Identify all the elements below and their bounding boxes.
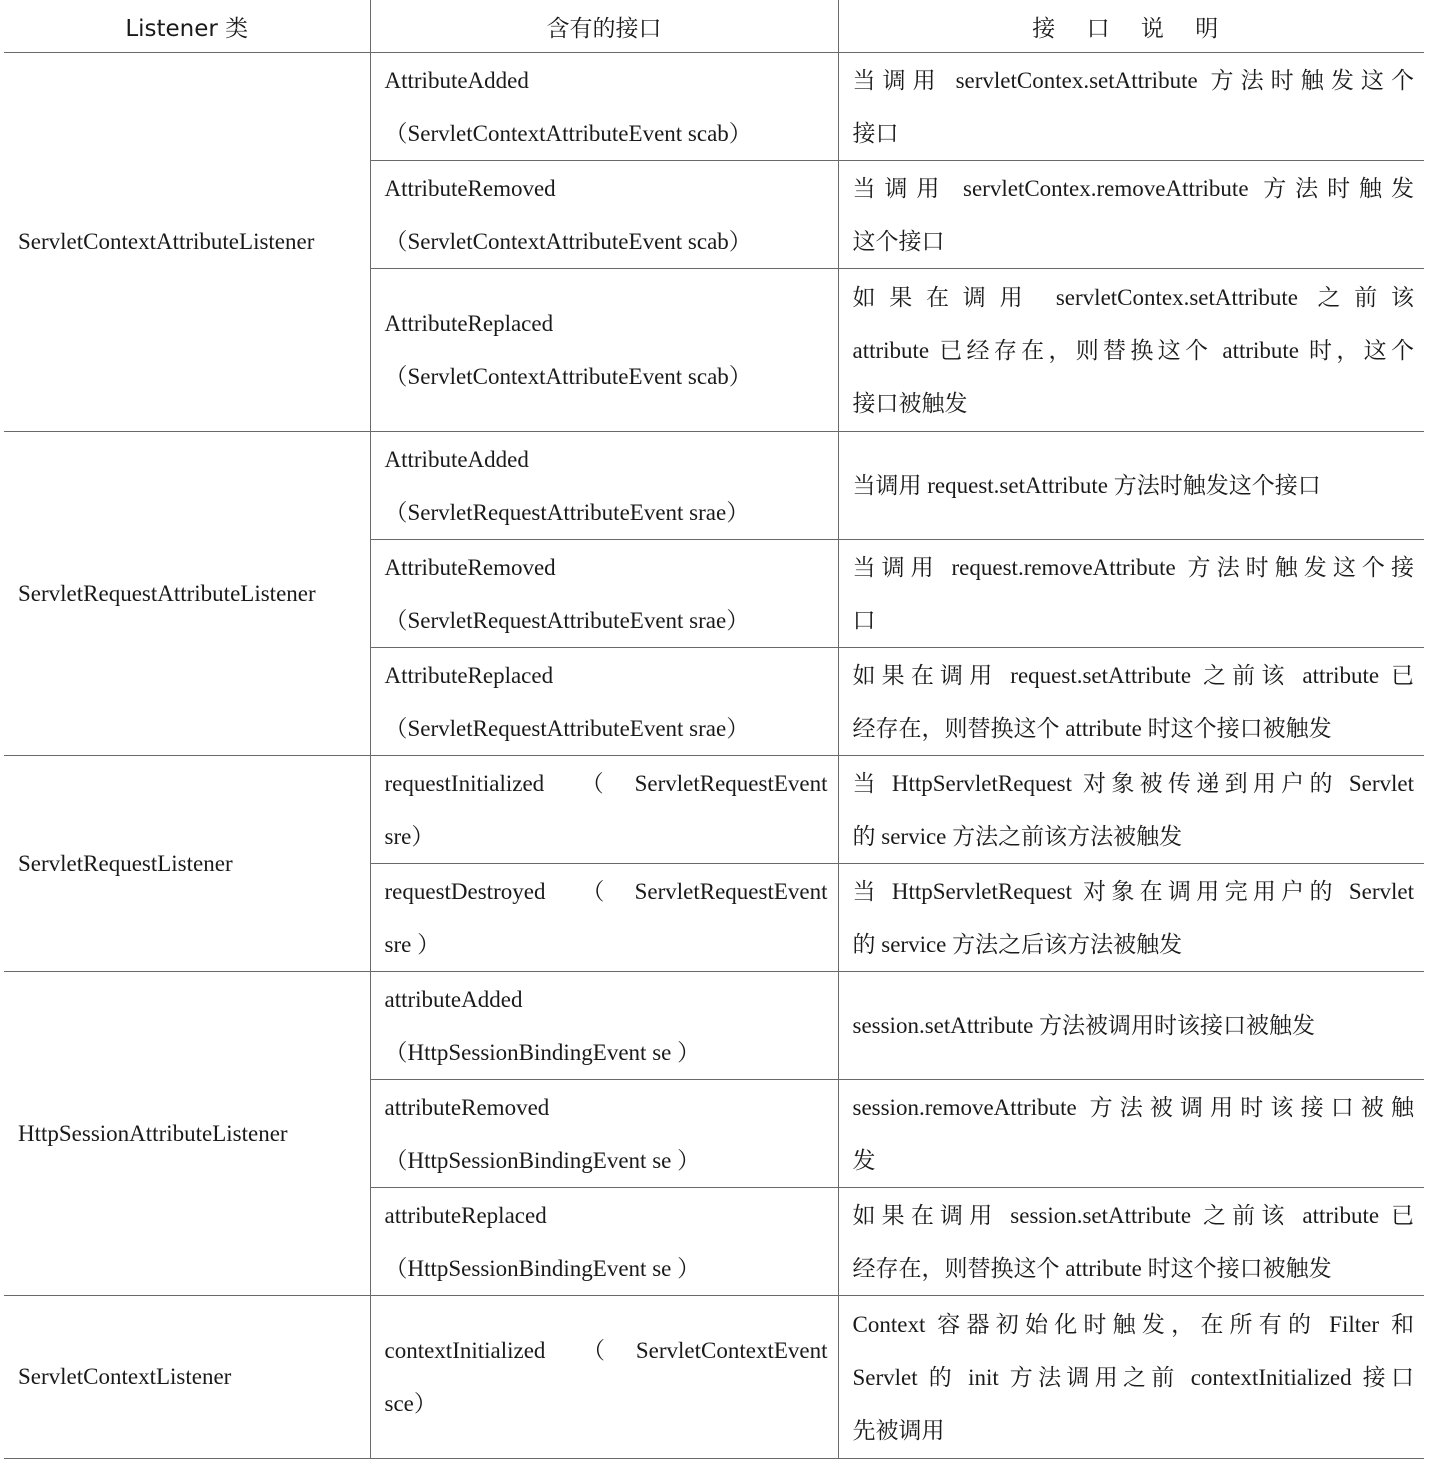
table-row: [4, 972, 1424, 1080]
description-cell: [838, 648, 1424, 756]
description-line: Context 容器初始化时触发，在所有的 Filter 和: [852, 1311, 1414, 1337]
table-body: [4, 53, 1424, 1459]
interface-line: AttributeReplaced: [384, 311, 554, 336]
listener-class-cell: ServletContextAttributeListener: [4, 53, 370, 432]
description-line: 接口: [852, 120, 899, 146]
table-row: [4, 756, 1424, 864]
description-line: 当调用 request.setAttribute 方法时触发这个接口: [852, 473, 1321, 498]
description-cell: [838, 972, 1424, 1080]
interface-cell: [370, 432, 838, 540]
interface-line: attributeReplaced: [384, 1202, 547, 1228]
interface-line: attributeAdded: [384, 986, 523, 1012]
listener-class-cell: HttpSessionAttributeListener: [4, 972, 370, 1296]
header-listener-class: Listener 类: [4, 0, 370, 53]
description-cell: [838, 53, 1424, 161]
interface-line: AttributeRemoved: [384, 175, 556, 201]
interface-line: sce）: [384, 1391, 437, 1416]
interface-line: attributeRemoved: [384, 1094, 550, 1120]
interface-line: AttributeRemoved: [384, 554, 556, 580]
interface-cell: [370, 161, 838, 269]
interface-line: （HttpSessionBindingEvent se ）: [384, 1039, 701, 1065]
interface-cell: [370, 53, 838, 161]
description-line: 的 service 方法之前该方法被触发: [852, 823, 1183, 849]
description-line: 发: [852, 1147, 876, 1173]
description-line: 口: [852, 607, 876, 633]
description-line: 如果在调用 request.setAttribute 之前该 attribute 已: [852, 662, 1414, 688]
description-cell: [838, 540, 1424, 648]
description-cell: [838, 1188, 1424, 1296]
description-line: 经存在，则替换这个 attribute 时这个接口被触发: [852, 1255, 1332, 1281]
interface-cell: [370, 1080, 838, 1188]
interface-line: （ServletRequestAttributeEvent srae）: [384, 607, 750, 633]
table-row: [4, 1296, 1424, 1459]
table-row: [4, 53, 1424, 161]
interface-cell: [370, 1296, 838, 1459]
listener-interface-table: [4, 0, 1424, 1459]
description-line: Servlet 的 init 方法调用之前 contextInitialized 接口: [852, 1364, 1414, 1390]
description-line: session.setAttribute 方法被调用时该接口被触发: [852, 1013, 1316, 1038]
table-header-row: [4, 0, 1424, 53]
description-cell: [838, 1080, 1424, 1188]
listener-class-cell: ServletContextListener: [4, 1296, 370, 1459]
interface-line: （ServletContextAttributeEvent scab）: [384, 228, 752, 254]
description-line: 经存在，则替换这个 attribute 时这个接口被触发: [852, 715, 1332, 741]
interface-cell: [370, 269, 838, 432]
description-line: 当调用 servletContex.setAttribute 方法时触发这个: [852, 67, 1414, 93]
header-interfaces: 含有的接口: [370, 0, 838, 53]
description-line: 如果在调用 session.setAttribute 之前该 attribute 已: [852, 1202, 1414, 1228]
description-line: 的 service 方法之后该方法被触发: [852, 931, 1183, 957]
description-cell: [838, 864, 1424, 972]
interface-line: （HttpSessionBindingEvent se ）: [384, 1255, 701, 1281]
interface-line: AttributeReplaced: [384, 662, 554, 688]
interface-line: （ServletRequestAttributeEvent srae）: [384, 715, 750, 741]
description-cell: [838, 432, 1424, 540]
description-line: 当调用 request.removeAttribute 方法时触发这个接: [852, 554, 1414, 580]
interface-cell: [370, 648, 838, 756]
interface-cell: [370, 864, 838, 972]
interface-cell: [370, 972, 838, 1080]
description-cell: [838, 756, 1424, 864]
header-interface-description: 接 口 说 明: [838, 0, 1424, 53]
description-cell: [838, 269, 1424, 432]
interface-line: sre ）: [384, 931, 441, 957]
interface-cell: [370, 756, 838, 864]
interface-line: （HttpSessionBindingEvent se ）: [384, 1147, 701, 1173]
interface-cell: [370, 540, 838, 648]
interface-line: （ServletRequestAttributeEvent srae）: [384, 499, 750, 525]
description-line: 当 HttpServletRequest 对象被传递到用户的 Servlet: [852, 770, 1414, 796]
table-row: [4, 432, 1424, 540]
description-line: 如果在调用 servletContex.setAttribute 之前该: [852, 284, 1414, 310]
description-line: session.removeAttribute 方法被调用时该接口被触: [852, 1094, 1414, 1120]
interface-line: requestInitialized （ServletRequestEvent: [384, 770, 828, 796]
listener-class-cell: ServletRequestAttributeListener: [4, 432, 370, 756]
description-line: 先被调用: [852, 1417, 945, 1443]
description-line: attribute 已经存在，则替换这个 attribute 时，这个: [852, 337, 1414, 363]
description-cell: [838, 161, 1424, 269]
interface-line: AttributeAdded: [384, 67, 529, 93]
description-line: 当 HttpServletRequest 对象在调用完用户的 Servlet: [852, 878, 1414, 904]
interface-line: （ServletContextAttributeEvent scab）: [384, 120, 752, 146]
interface-line: AttributeAdded: [384, 446, 529, 472]
listener-class-cell: ServletRequestListener: [4, 756, 370, 972]
interface-cell: [370, 1188, 838, 1296]
description-line: 当调用 servletContex.removeAttribute 方法时触发: [852, 175, 1414, 201]
description-cell: [838, 1296, 1424, 1459]
interface-line: sre）: [384, 823, 435, 849]
description-line: 接口被触发: [852, 390, 968, 416]
interface-line: （ServletContextAttributeEvent scab）: [384, 364, 752, 389]
interface-line: requestDestroyed （ServletRequestEvent: [384, 878, 828, 904]
description-line: 这个接口: [852, 228, 945, 254]
interface-line: contextInitialized （ServletContextEvent: [384, 1338, 828, 1363]
